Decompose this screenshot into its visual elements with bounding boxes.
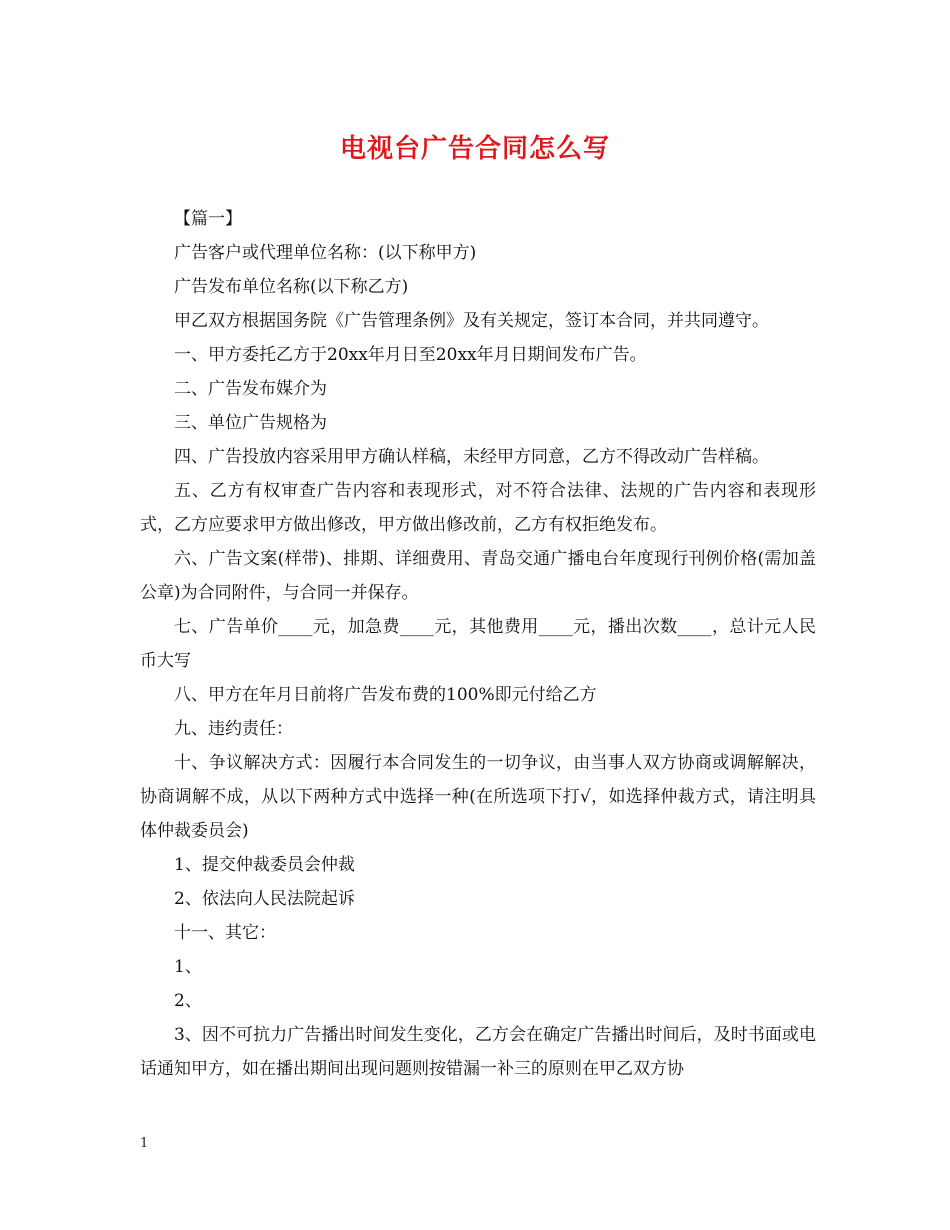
paragraph: 2、依法向人民法院起诉 [174, 889, 355, 909]
paragraph: 五、乙方有权审查广告内容和表现形式，对不符合法律、法规的广告内容和表现形式，乙方应要求甲方做出修改，甲方做出修改前，乙方有权拒绝发布。 [140, 481, 816, 535]
paragraph: 九、违约责任： [174, 719, 293, 739]
paragraph: 3、因不可抗力广告播出时间发生变化，乙方会在确定广告播出时间后，及时书面或电话通知甲方，如在播出期间出现问题则按错漏一补三的原则在甲乙双方协 [140, 1025, 816, 1079]
paragraph: 广告发布单位名称(以下称乙方) [174, 277, 409, 297]
paragraph: 1、 [174, 957, 202, 977]
paragraph: 四、广告投放内容采用甲方确认样稿，未经甲方同意，乙方不得改动广告样稿。 [174, 447, 769, 467]
paragraph: 广告客户或代理单位名称：(以下称甲方) [174, 243, 477, 263]
paragraph: 三、单位广告规格为 [174, 413, 327, 433]
document-title: 电视台广告合同怎么写 [339, 134, 610, 164]
paragraph: 七、广告单价____元，加急费____元，其他费用____元，播出次数____，总计元人民币大写 [140, 617, 816, 671]
page-number: 1 [140, 1136, 149, 1151]
paragraph: 2、 [174, 991, 202, 1011]
paragraph: 八、甲方在年月日前将广告发布费的100%即元付给乙方 [174, 685, 597, 705]
section-heading: 【篇一】 [174, 209, 242, 229]
document-body [140, 202, 816, 1086]
paragraph: 一、甲方委托乙方于20xx年月日至20xx年月日期间发布广告。 [174, 345, 647, 365]
paragraph: 二、广告发布媒介为 [174, 379, 327, 399]
paragraph: 1、提交仲裁委员会仲裁 [174, 855, 355, 875]
paragraph: 十一、其它： [174, 923, 276, 943]
paragraph: 六、广告文案(样带)、排期、详细费用、青岛交通广播电台年度现行刊例价格(需加盖公章)为合同附件，与合同一并保存。 [140, 549, 816, 603]
paragraph: 甲乙双方根据国务院《广告管理条例》及有关规定，签订本合同，并共同遵守。 [174, 311, 769, 331]
paragraph: 十、争议解决方式：因履行本合同发生的一切争议，由当事人双方协商或调解解决，协商调解不成，从以下两种方式中选择一种(在所选项下打√，如选择仲裁方式，请注明具体仲裁委员会) [140, 753, 816, 841]
